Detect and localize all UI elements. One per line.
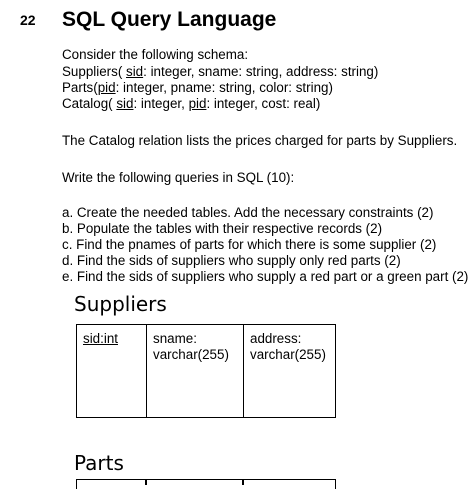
page-title: SQL Query Language (62, 8, 277, 31)
column-header-line: varchar(255) (250, 347, 326, 362)
parts-table-divider (145, 479, 147, 485)
catalog-note: The Catalog relation lists the prices charged for parts by Suppliers. (62, 133, 458, 148)
query-item: a. Create the needed tables. Add the necessary constraints (2) (62, 205, 434, 220)
suppliers-table-heading: Suppliers (74, 292, 167, 316)
schema-intro: Consider the following schema: (62, 47, 249, 62)
suppliers-column-sname (147, 325, 244, 417)
query-item: e. Find the sids of suppliers who supply a red part or a green part (2) (62, 269, 469, 284)
query-item: c. Find the pnames of parts for which there is some supplier (2) (62, 237, 437, 252)
column-header-line: varchar(255) (153, 347, 229, 362)
column-header-line: sname: (153, 331, 197, 346)
query-item: d. Find the sids of suppliers who supply only red parts (2) (62, 253, 401, 268)
suppliers-column-address (244, 325, 335, 417)
parts-table-divider (242, 479, 244, 485)
parts-table (76, 479, 336, 489)
query-instruction: Write the following queries in SQL (10): (62, 170, 295, 185)
query-item: b. Populate the tables with their respective records (2) (62, 221, 383, 236)
page-number: 22 (20, 12, 36, 28)
parts-table-heading: Parts (74, 451, 124, 475)
schema-suppliers: Suppliers( sid: integer, sname: string, address: string) (62, 64, 379, 79)
column-header-line: sid:int (83, 331, 118, 346)
schema-catalog: Catalog( sid: integer, pid: integer, cost: real) (62, 96, 321, 111)
column-header-line: address: (250, 331, 302, 346)
schema-parts: Parts(pid: integer, pname: string, color: string) (62, 80, 333, 95)
suppliers-table (76, 324, 336, 418)
suppliers-column-sid (77, 325, 147, 417)
